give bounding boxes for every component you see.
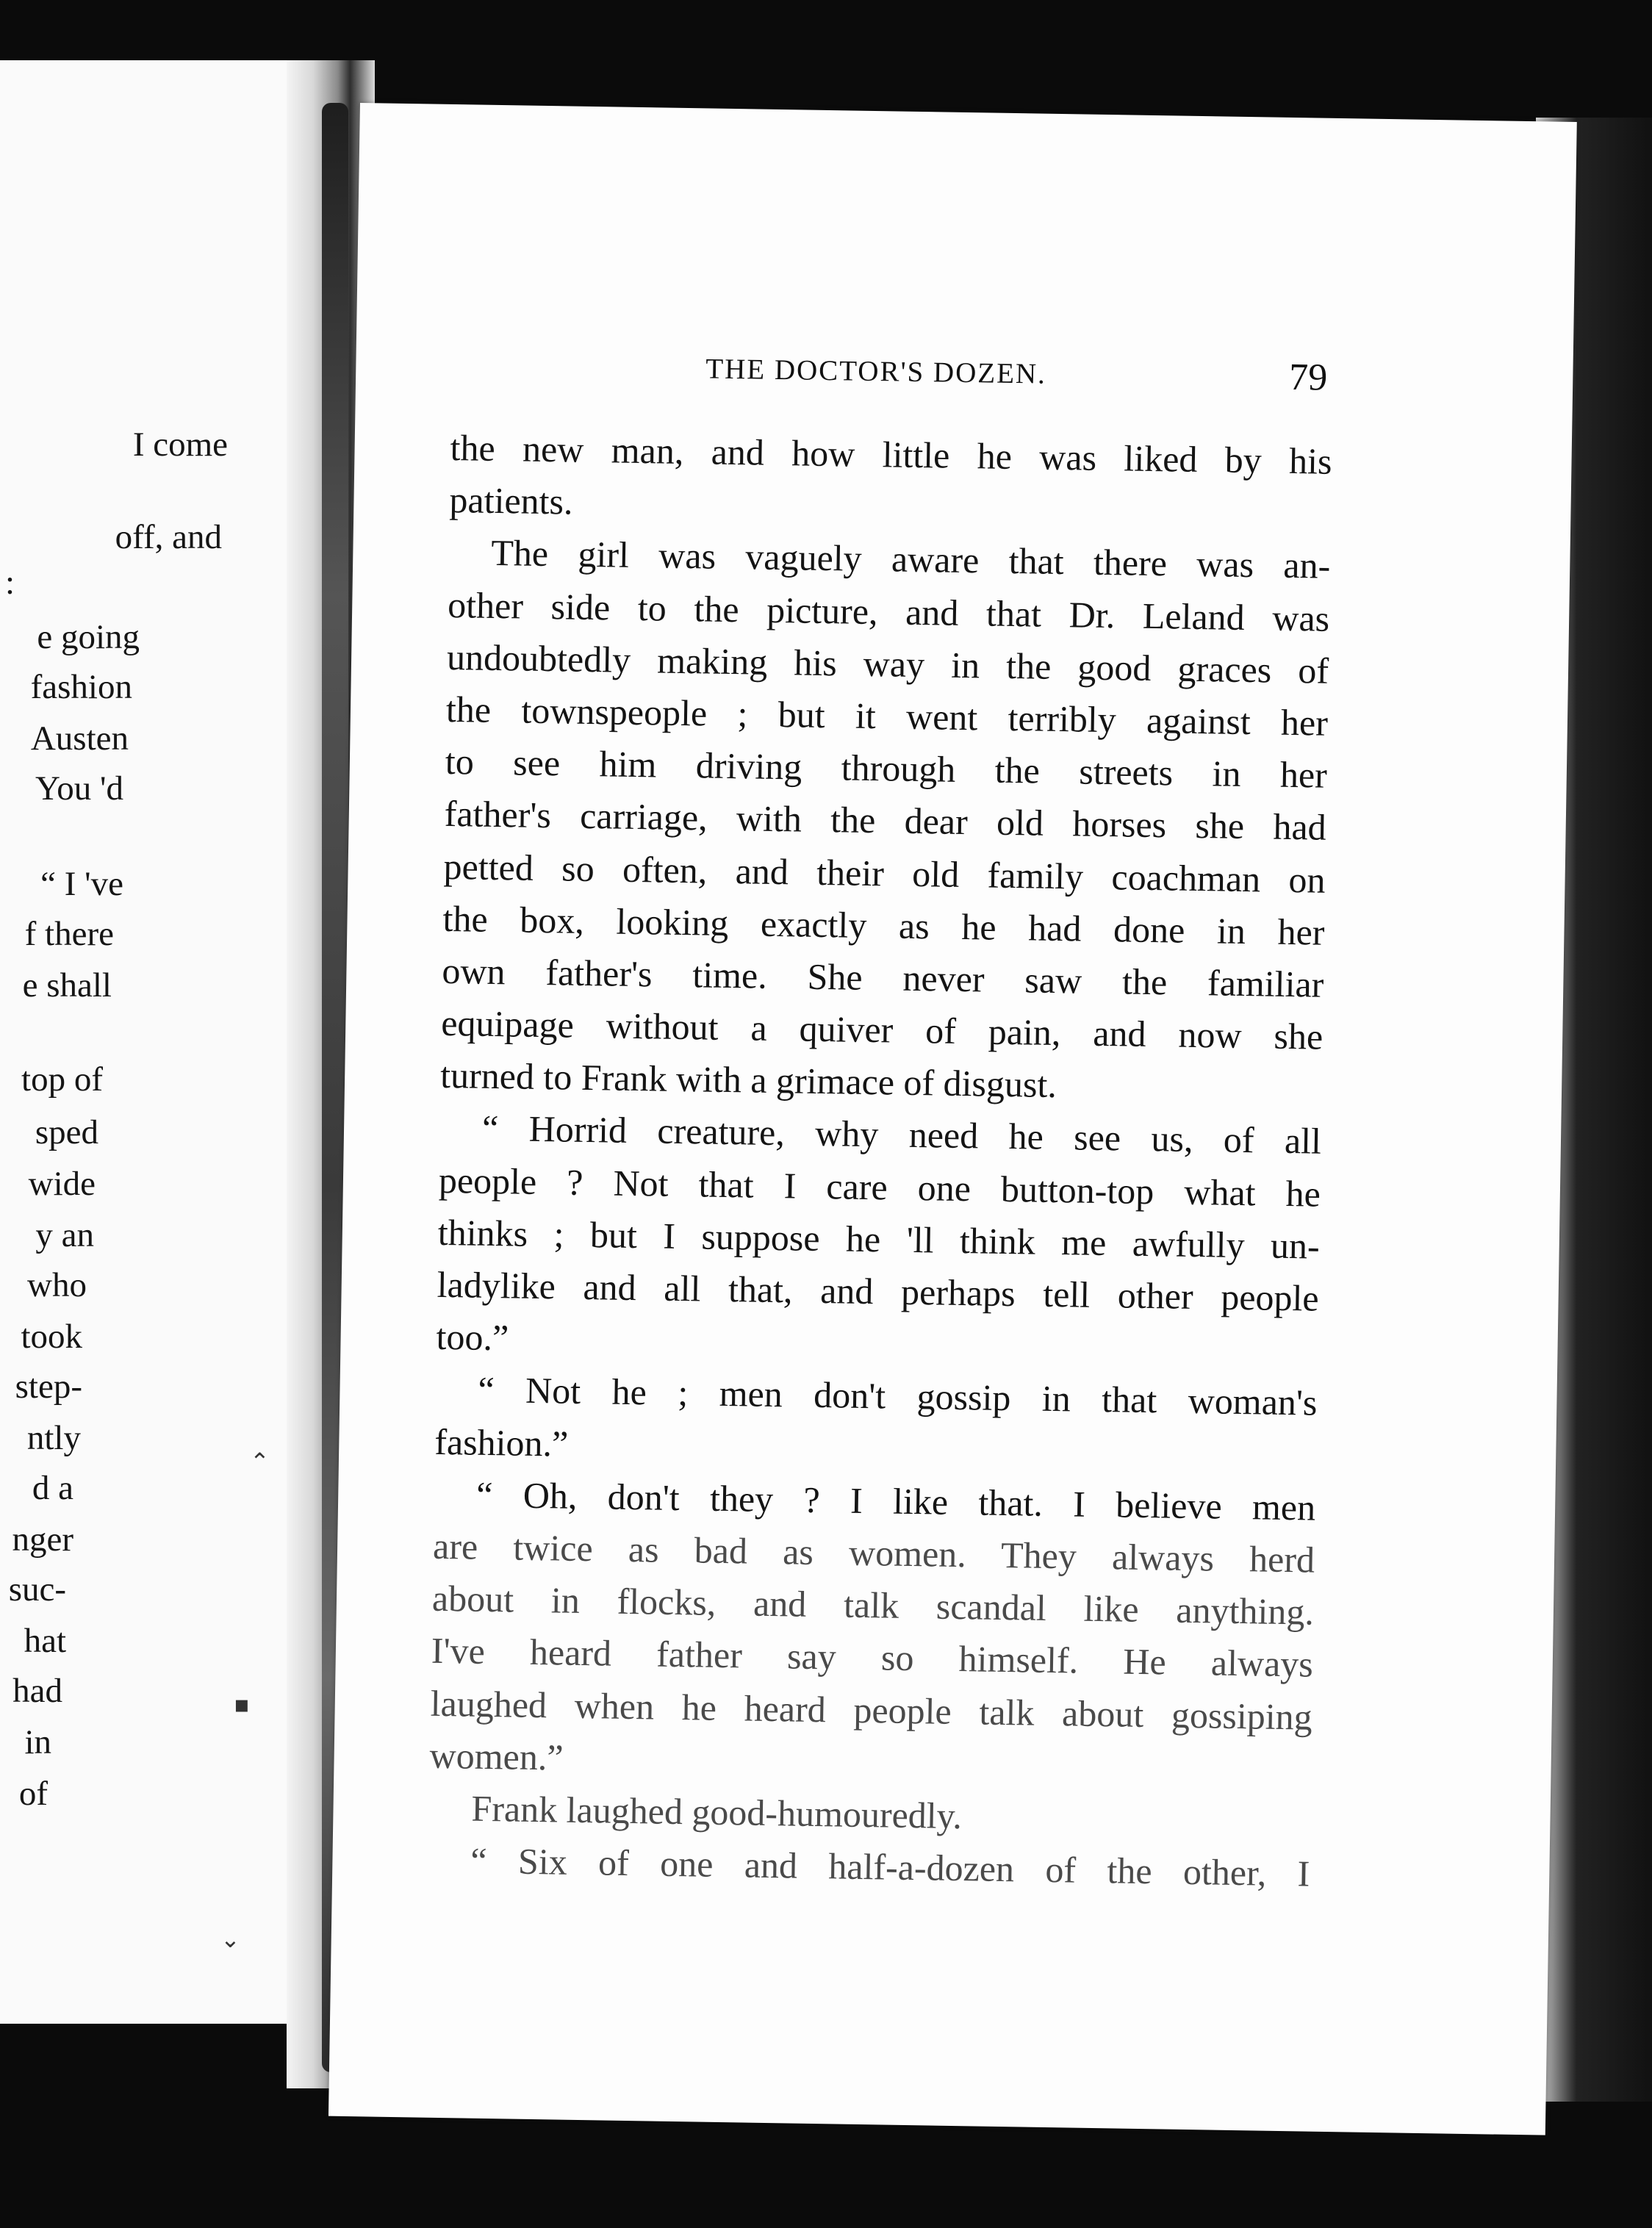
text-line: father's carriage, with the dear old horses she had bbox=[444, 793, 1327, 849]
left-page-fragment: I come bbox=[132, 425, 228, 464]
right-page bbox=[328, 103, 1577, 2135]
left-page-fragment: sped bbox=[35, 1113, 98, 1151]
text-line: other side to the picture, and that Dr. Leland was bbox=[447, 583, 1330, 639]
text-line: the townspeople ; but it went terribly against her bbox=[445, 688, 1329, 744]
text-line: thinks ; but I suppose he 'll think me awfully un- bbox=[437, 1211, 1321, 1267]
left-page-fragment: of bbox=[18, 1775, 48, 1813]
left-page-fragment: nger bbox=[12, 1520, 73, 1559]
left-page bbox=[0, 60, 317, 2024]
body-text bbox=[428, 422, 1332, 1900]
left-page-fragment: step- bbox=[15, 1368, 82, 1406]
text-line: patients. bbox=[449, 479, 573, 522]
text-line: people ? Not that I care one button-top what he bbox=[438, 1159, 1321, 1215]
text-line: “ Oh, don't they ? I like that. I believe men bbox=[475, 1473, 1316, 1528]
left-page-fragment: fashion bbox=[30, 668, 132, 706]
left-page-fragment: e shall bbox=[22, 966, 112, 1005]
left-page-fragment: hat bbox=[24, 1622, 66, 1660]
left-page-fragment: took bbox=[21, 1318, 82, 1356]
left-page-fragment: top of bbox=[21, 1060, 103, 1099]
text-line: women.” bbox=[429, 1734, 564, 1778]
left-page-fragment: in bbox=[24, 1723, 51, 1761]
text-line: turned to Frank with a grimace of disgust. bbox=[439, 1054, 1057, 1106]
text-line: The girl was vaguely aware that there was an- bbox=[490, 532, 1331, 587]
text-line: to see him driving through the streets in her bbox=[445, 741, 1328, 796]
left-page-fragment: f there bbox=[24, 915, 114, 953]
text-line: laughed when he heard people talk about gossiping bbox=[430, 1682, 1313, 1738]
left-page-fragment: “ I 've bbox=[40, 865, 123, 903]
text-line: ladylike and all that, and perhaps tell other people bbox=[437, 1263, 1320, 1319]
running-head: THE DOCTOR'S DOZEN. bbox=[705, 353, 1047, 390]
margin-mark: ⌄ bbox=[220, 1925, 240, 1953]
text-line: petted so often, and their old family coachman on bbox=[443, 845, 1326, 901]
left-page-fragment: who bbox=[27, 1266, 87, 1304]
text-line: are twice as bad as women. They always herd bbox=[432, 1525, 1315, 1581]
text-line: equipage without a quiver of pain, and now she bbox=[440, 1002, 1324, 1057]
margin-mark: ▪ bbox=[234, 1690, 250, 1718]
left-page-fragment: wide bbox=[28, 1165, 96, 1203]
left-page-fragment: off, and bbox=[115, 518, 222, 556]
text-line: about in flocks, and talk scandal like anything. bbox=[431, 1577, 1315, 1633]
text-line: undoubtedly making his way in the good graces of bbox=[446, 636, 1329, 691]
text-line: “ Horrid creature, why need he see us, of all bbox=[481, 1107, 1322, 1162]
margin-mark: ⌃ bbox=[250, 1448, 270, 1476]
left-page-fragment: had bbox=[12, 1672, 62, 1710]
page-number: 79 bbox=[1288, 356, 1328, 399]
left-page-fragment: suc- bbox=[8, 1570, 66, 1609]
text-line: the box, looking exactly as he had done in her bbox=[442, 897, 1325, 953]
text-line: the new man, and how little he was liked by his bbox=[450, 426, 1332, 482]
text-line: fashion.” bbox=[434, 1420, 569, 1465]
left-page-fragment: Austen bbox=[30, 719, 129, 758]
text-line: Frank laughed good-humouredly. bbox=[471, 1787, 963, 1837]
left-page-fragment: d a bbox=[32, 1469, 73, 1507]
text-line: “ Not he ; men don't gossip in that woman's bbox=[478, 1369, 1318, 1424]
left-page-fragment: : bbox=[4, 564, 15, 602]
text-line: “ Six of one and half-a-dozen of the other, I bbox=[470, 1839, 1310, 1894]
text-line: own father's time. She never saw the familiar bbox=[442, 949, 1324, 1005]
text-line: too.” bbox=[436, 1316, 509, 1359]
left-page-fragment: y an bbox=[35, 1216, 94, 1254]
left-page-fragment: e going bbox=[37, 618, 140, 656]
page-header bbox=[356, 347, 1573, 410]
left-page-fragment: You 'd bbox=[35, 769, 123, 808]
text-line: I've heard father say so himself. He always bbox=[431, 1630, 1314, 1685]
left-page-fragment: ntly bbox=[26, 1419, 81, 1457]
